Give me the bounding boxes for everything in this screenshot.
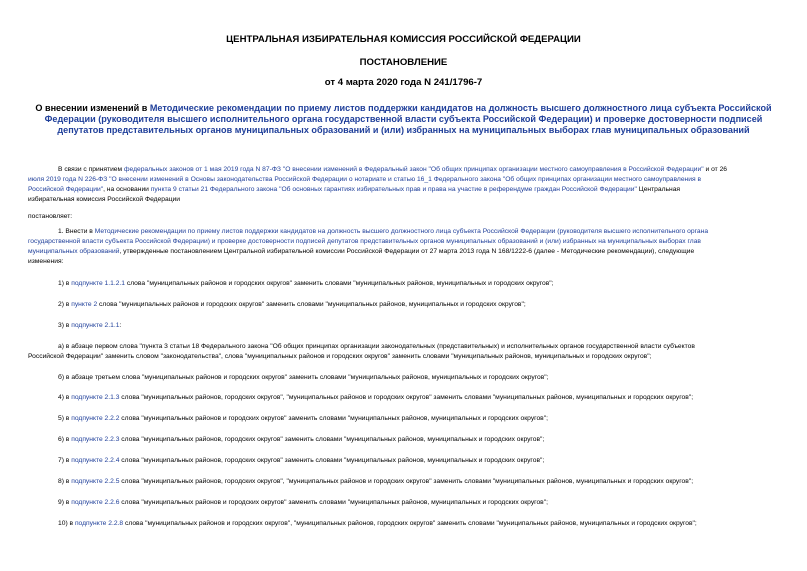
document-type-heading: ПОСТАНОВЛЕНИЕ	[359, 57, 448, 68]
subitem-text: слова "муниципальных районов и городских округов" заменить словами "муниципальных районов, муниципальных и городских округов";	[119, 415, 548, 422]
link-subpoint-2-2-2[interactable]: подпункте 2.2.2	[71, 415, 120, 422]
link-methodical-recommendations[interactable]: Методические рекомендации по приему листов поддержки кандидатов на должность высшего должностного лица субъекта Российской Федерации (руководителя высшего исполнительного органа	[94, 228, 709, 235]
subitem-text: 2) в	[58, 301, 72, 308]
subitem-text: слова "муниципальных районов и городских округов" заменить словами "муниципальных районов, муниципальных и городских округов";	[119, 499, 548, 506]
title-prefix: О внесении изменений в	[35, 103, 150, 113]
subitem-text: 9) в	[58, 499, 72, 506]
subitem-text: 3) в	[58, 322, 72, 329]
subitem-text: слова "муниципальных районов и городских округов" заменить словами "муниципальных районов, муниципальных и городских округов";	[97, 301, 526, 308]
link-subpoint-2-1-1[interactable]: подпункте 2.1.1	[71, 322, 120, 329]
subitem-6	[28, 435, 807, 445]
title-link-methodical-recommendations[interactable]: Методические рекомендации по приему листов поддержки кандидатов на должность высшего должностного лица субъекта Российской	[149, 103, 772, 113]
link-subpoint-2-2-8[interactable]: подпункте 2.2.8	[74, 520, 124, 527]
subitem-7	[28, 456, 807, 466]
subitem-text: слова "муниципальных районов, городских округов", "муниципальных районов и городских округов" заменить словами "муниципальных районов, муниципальных и городских округов";	[119, 478, 694, 485]
link-article-21-point-9[interactable]: пункта 9 статьи 21 Федерального закона "Об основных гарантиях избирательных прав и права на участие в референдуме граждан Российской Федерации"	[150, 186, 637, 194]
preamble-text: избирательная комиссия Российской Федерации	[28, 196, 181, 204]
subitem-text: :	[119, 322, 122, 329]
link-federal-law-226fz[interactable]: июля 2019 года N 226-ФЗ "О внесении изменений в Основы законодательства Российской Федерации о нотариате и статью 16_1 Федерального закона "Об общих принципах организации местного самоуправления в	[28, 176, 701, 184]
subitem-3	[28, 321, 807, 331]
item-1-text: изменения:	[28, 258, 64, 266]
title-link-line2[interactable]: Федерации (руководителя высшего исполнительного органа государственной власти субъекта Российской Федерации) и проверке достоверности подписей	[44, 114, 763, 125]
subitem-text: 8) в	[58, 478, 72, 485]
subitem-text: слова "муниципальных районов, городских округов", "муниципальных районов и городских округов" заменить словами "муниципальных районов, муниципальных и городских округов";	[119, 394, 694, 401]
subitem-text: 5) в	[58, 415, 72, 422]
preamble-paragraph	[28, 165, 779, 205]
link-methodical-recommendations-end[interactable]: муниципальных образований	[28, 248, 120, 256]
subitem-3b: б) в абзаце третьем слова "муниципальных районов и городских округов" заменить словами "муниципальных районов, муниципальных и городских округов";	[58, 374, 549, 381]
subitem-1	[28, 279, 807, 289]
preamble-text: Центральная	[636, 186, 681, 194]
subitem-text: слова "муниципальных районов, городских округов" заменить словами "муниципальных районов, муниципальных и городских округов";	[119, 457, 545, 464]
link-subpoint-2-2-5[interactable]: подпункте 2.2.5	[71, 478, 120, 485]
item-1-text: 1. Внести в	[58, 228, 95, 235]
subitem-2	[28, 300, 807, 310]
link-subpoint-1-1-2-1[interactable]: подпункте 1.1.2.1	[71, 280, 125, 287]
subitem-text: слова "муниципальных районов и городских округов" заменить словами "муниципальных районов, муниципальных и городских округов";	[125, 280, 554, 287]
link-subpoint-2-2-6[interactable]: подпункте 2.2.6	[71, 499, 120, 506]
resolves-line: постановляет:	[28, 213, 73, 220]
subitem-text: 7) в	[58, 457, 72, 464]
subitem-text: 6) в	[58, 436, 72, 443]
subitem-text: 1) в	[58, 280, 72, 287]
date-number-heading: от 4 марта 2020 года N 241/1796-7	[324, 77, 483, 88]
subitem-text: слова "муниципальных районов, городских округов" заменить словами "муниципальных районов, муниципальных и городских округов";	[119, 436, 545, 443]
subitem-text: а) в абзаце первом слова "пункта 3 статьи 18 Федерального закона "Об общих принципах организации законодательных (представительных) и исполнительных органов государственной власти субъектов	[58, 343, 695, 350]
subitem-10	[28, 519, 807, 529]
subitem-5	[28, 414, 807, 424]
subitem-text: слова "муниципальных районов и городских округов", "муниципальных районов, городских округов" заменить словами "муниципальных районов, муниципальных и городских округов";	[123, 520, 697, 527]
link-point-2[interactable]: пункте 2	[71, 301, 98, 308]
subitem-text: 10) в	[58, 520, 75, 527]
preamble-text: , на основании	[103, 186, 151, 194]
subitem-3a	[28, 342, 779, 362]
subitem-8	[28, 477, 807, 487]
link-federal-law-226fz-cont[interactable]: Российской Федерации"	[28, 186, 104, 194]
subitem-4	[28, 393, 807, 403]
link-methodical-recommendations-cont[interactable]: государственной власти субъекта Российской Федерации) и проверке достоверности подписей депутатов представительных органов муниципальных образований и (или) избранных на муниципальных выборах глав	[28, 238, 701, 246]
link-subpoint-2-2-3[interactable]: подпункте 2.2.3	[71, 436, 120, 443]
subitem-9	[28, 498, 807, 508]
link-subpoint-2-1-3[interactable]: подпункте 2.1.3	[71, 394, 120, 401]
subitem-text: 4) в	[58, 394, 72, 401]
link-federal-laws-87fz[interactable]: федеральных законов от 1 мая 2019 года N 87-ФЗ "О внесении изменений в Федеральный закон "Об общих принципах организации местного самоуправления в Российской Федерации"	[124, 166, 704, 173]
title-link-line3[interactable]: депутатов представительных органов муниципальных образований и (или) избранных на муниципальных выборах глав муниципальных образований	[57, 125, 750, 136]
document-title	[28, 103, 779, 137]
issuer-heading: ЦЕНТРАЛЬНАЯ ИЗБИРАТЕЛЬНАЯ КОМИССИЯ РОССИЙСКОЙ ФЕДЕРАЦИИ	[226, 34, 581, 45]
preamble-text: и от 26	[703, 166, 728, 173]
item-1-paragraph	[28, 227, 779, 267]
subitem-text: Российской Федерации" заменить словом "законодательства", слова "муниципальных районов и городских округов" заменить словами "муниципальных районов, муниципальных и городских округов";	[28, 353, 652, 361]
link-subpoint-2-2-4[interactable]: подпункте 2.2.4	[71, 457, 120, 464]
item-1-text: , утвержденные постановлением Центральной избирательной комиссии Российской Федерации от 27 марта 2013 года N 168/1222-6 (далее - Методические рекомендации), следующие	[119, 248, 695, 256]
preamble-text: В связи с принятием	[58, 166, 124, 173]
